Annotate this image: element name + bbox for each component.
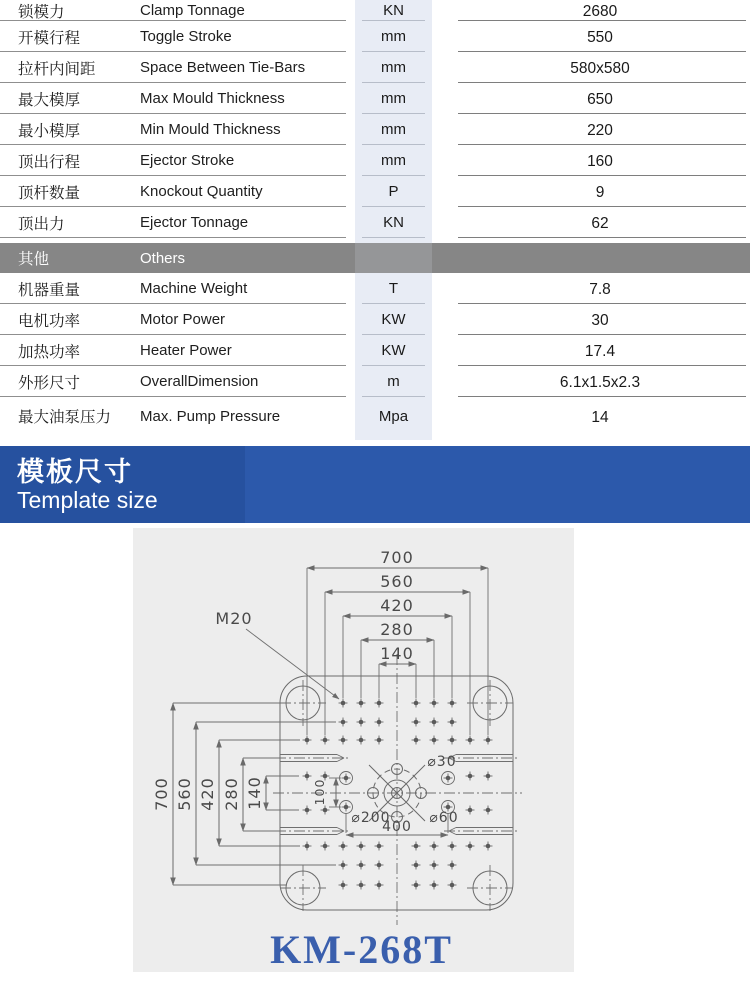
banner-title-en: Template size [17, 487, 158, 513]
unit-column-tint [355, 243, 432, 273]
table-row [0, 207, 750, 238]
spec-label-en: Ejector Tonnage [140, 214, 249, 231]
spec-table-rows [0, 0, 750, 435]
spec-label-zh: 机器重量 [18, 281, 81, 299]
spec-label-en: Ejector Stroke [140, 152, 235, 169]
spec-unit: KN [383, 214, 404, 231]
dim-pitch-100: 100 [312, 778, 327, 806]
spec-label-zh: 拉杆内间距 [18, 60, 96, 78]
spec-unit: m [387, 373, 400, 390]
spec-label-zh: 顶出力 [18, 215, 65, 233]
spec-unit: KW [381, 342, 406, 359]
spec-label-en: Motor Power [140, 311, 226, 328]
spec-label-zh: 最大模厚 [18, 91, 81, 109]
dim-top-420: 420 [380, 596, 414, 615]
bolt-hole-label: ⌀30 [427, 754, 457, 770]
spec-unit: P [388, 183, 399, 200]
table-row [0, 304, 750, 335]
dim-left-700: 700 [152, 777, 171, 811]
dim-top-700: 700 [380, 548, 414, 567]
spec-label-en: Others [140, 249, 186, 267]
table-row [0, 83, 750, 114]
spec-label-zh: 加热功率 [18, 343, 81, 361]
template-size-banner [0, 446, 750, 523]
spec-unit: Mpa [378, 407, 409, 425]
spec-value: 9 [595, 184, 605, 201]
table-row [0, 0, 750, 21]
spec-unit: mm [381, 152, 406, 169]
spec-label-zh: 顶出行程 [18, 153, 81, 171]
template-drawing-card [133, 528, 574, 972]
dim-left-280: 280 [222, 777, 241, 811]
table-row [0, 176, 750, 207]
dim-top-280: 280 [380, 620, 414, 639]
table-row [0, 21, 750, 52]
table-row [0, 335, 750, 366]
spec-label-en: Knockout Quantity [140, 183, 263, 200]
spec-value [432, 257, 750, 260]
dim-top-140: 140 [380, 644, 414, 663]
dim-left-140: 140 [245, 776, 264, 810]
table-row [0, 52, 750, 83]
spec-label-en: Machine Weight [140, 280, 248, 297]
bolt-circle-label: ⌀200 [351, 810, 391, 826]
spec-unit: mm [381, 28, 406, 45]
table-row [0, 366, 750, 397]
spec-value: 580x580 [570, 60, 630, 77]
thread-label-m20: M20 [215, 609, 253, 628]
dim-top-560: 560 [380, 572, 414, 591]
centerlines [273, 654, 522, 925]
banner-title-zh: 模板尺寸 [17, 457, 133, 487]
table-row [0, 273, 750, 304]
spec-value: 2680 [582, 3, 618, 20]
platen-drawing [133, 528, 574, 972]
spec-value: 17.4 [584, 343, 616, 360]
model-number: KM-268T [270, 927, 453, 972]
table-row [0, 243, 750, 273]
spec-label-zh: 外形尺寸 [18, 374, 81, 392]
dim-chain-top [307, 548, 488, 735]
spec-label-zh: 锁模力 [18, 3, 65, 21]
dim-center [312, 778, 448, 835]
spec-label-zh: 最小模厚 [18, 122, 81, 140]
table-row [0, 397, 750, 435]
spec-unit: KW [381, 311, 406, 328]
spec-label-en: OverallDimension [140, 373, 259, 390]
spec-label-en: Space Between Tie-Bars [140, 59, 306, 76]
center-hole-label: ⌀60 [429, 810, 459, 826]
spec-unit: mm [381, 59, 406, 76]
table-row [0, 114, 750, 145]
spec-label-en: Heater Power [140, 342, 232, 359]
table-row [0, 145, 750, 176]
spec-label-en: Min Mould Thickness [140, 121, 281, 138]
spec-value: 650 [587, 91, 613, 108]
row-divider-left [0, 237, 346, 238]
spec-value: 14 [591, 408, 609, 426]
spec-label-zh: 最大油泵压力 [18, 409, 112, 426]
spec-label-zh: 顶杆数量 [18, 184, 81, 202]
spec-label-zh: 其他 [18, 251, 50, 268]
spec-value: 220 [587, 122, 613, 139]
spec-value: 6.1x1.5x2.3 [559, 374, 641, 391]
spec-value: 550 [587, 29, 613, 46]
spec-value: 62 [591, 215, 609, 232]
spec-value: 30 [591, 312, 609, 329]
spec-value: 160 [587, 153, 613, 170]
spec-unit: mm [381, 121, 406, 138]
spec-table [0, 0, 750, 435]
dim-left-560: 560 [175, 777, 194, 811]
dim-pitch-400: 400 [382, 819, 412, 835]
spec-label-zh: 电机功率 [18, 312, 81, 330]
banner-left-block [0, 446, 245, 523]
spec-label-en: Clamp Tonnage [140, 2, 245, 19]
spec-label-en: Max Mould Thickness [140, 90, 285, 107]
spec-value: 7.8 [589, 281, 611, 298]
row-divider-right [458, 237, 746, 238]
spec-unit: T [388, 280, 399, 297]
spec-unit: KN [383, 2, 404, 19]
dim-left-420: 420 [198, 777, 217, 811]
spec-label-zh: 开模行程 [18, 29, 81, 47]
spec-label-en: Max. Pump Pressure [140, 407, 281, 425]
spec-label-en: Toggle Stroke [140, 28, 232, 45]
row-divider-unit [362, 237, 425, 238]
spec-unit: mm [381, 90, 406, 107]
dim-chain-left [152, 703, 336, 885]
